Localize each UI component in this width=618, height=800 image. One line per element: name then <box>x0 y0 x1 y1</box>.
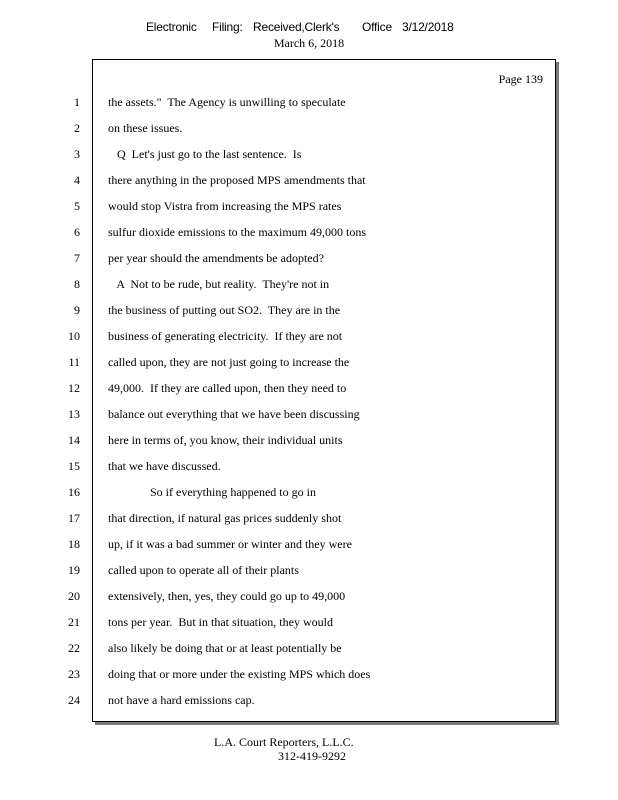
line-number: 5 <box>74 199 80 213</box>
transcript-line: that we have discussed. <box>108 459 221 473</box>
hearing-date: March 6, 2018 <box>273 36 345 50</box>
transcript-line: balance out everything that we have been discussing <box>108 407 360 421</box>
line-number: 18 <box>68 537 80 551</box>
transcript-line: per year should the amendments be adopted? <box>108 251 324 265</box>
page-number: Page 139 <box>498 72 543 86</box>
stamp-date: 3/12/2018 <box>402 20 454 34</box>
stamp-word-electronic: Electronic <box>146 20 197 34</box>
transcript-line: 49,000. If they are called upon, then they need to <box>108 381 347 395</box>
transcript-line: the business of putting out SO2. They are in the <box>108 303 341 317</box>
court-reporter-phone: 312-419-9292 <box>278 749 346 763</box>
transcript-line: that direction, if natural gas prices suddenly shot <box>108 511 342 525</box>
line-number: 16 <box>68 485 80 499</box>
transcript-text <box>108 95 548 719</box>
line-number: 11 <box>68 355 80 369</box>
transcript-line: Q Let's just go to the last sentence. Is <box>108 147 302 161</box>
transcript-line: So if everything happened to go in <box>108 485 316 499</box>
line-number: 17 <box>68 511 80 525</box>
line-number: 6 <box>74 225 80 239</box>
transcript-line: business of generating electricity. If they are not <box>108 329 343 343</box>
line-number: 23 <box>68 667 80 681</box>
transcript-line: doing that or more under the existing MPS which does <box>108 667 371 681</box>
transcript-line: up, if it was a bad summer or winter and they were <box>108 537 352 551</box>
transcript-line: here in terms of, you know, their individual units <box>108 433 343 447</box>
line-number: 20 <box>68 589 80 603</box>
transcript-line: sulfur dioxide emissions to the maximum 49,000 tons <box>108 225 366 239</box>
stamp-word-received: Received,Clerk's <box>253 20 340 34</box>
line-number: 14 <box>68 433 80 447</box>
transcript-line: on these issues. <box>108 121 183 135</box>
court-reporter-company: L.A. Court Reporters, L.L.C. <box>214 735 354 749</box>
transcript-line: tons per year. But in that situation, they would <box>108 615 333 629</box>
line-number: 21 <box>68 615 80 629</box>
transcript-line: would stop Vistra from increasing the MPS rates <box>108 199 342 213</box>
transcript-line: A Not to be rude, but reality. They're not in <box>108 277 330 291</box>
transcript-line: not have a hard emissions cap. <box>108 693 255 707</box>
line-number-column <box>0 95 80 719</box>
line-number: 8 <box>74 277 80 291</box>
line-number: 15 <box>68 459 80 473</box>
transcript-line: there anything in the proposed MPS amendments that <box>108 173 366 187</box>
transcript-line: the assets." The Agency is unwilling to speculate <box>108 95 346 109</box>
transcript-line: also likely be doing that or at least potentially be <box>108 641 342 655</box>
line-number: 19 <box>68 563 80 577</box>
stamp-word-filing: Filing: <box>212 20 243 34</box>
transcript-line: called upon, they are not just going to increase the <box>108 355 350 369</box>
line-number: 4 <box>74 173 80 187</box>
line-number: 22 <box>68 641 80 655</box>
line-number: 10 <box>68 329 80 343</box>
line-number: 24 <box>68 693 80 707</box>
transcript-line: extensively, then, yes, they could go up to 49,000 <box>108 589 346 603</box>
line-number: 9 <box>74 303 80 317</box>
line-number: 12 <box>68 381 80 395</box>
line-number: 2 <box>74 121 80 135</box>
filing-stamp <box>0 20 618 36</box>
transcript-line: called upon to operate all of their plants <box>108 563 299 577</box>
stamp-word-office: Office <box>362 20 392 34</box>
line-number: 3 <box>74 147 80 161</box>
line-number: 1 <box>74 95 80 109</box>
line-number: 7 <box>74 251 80 265</box>
line-number: 13 <box>68 407 80 421</box>
